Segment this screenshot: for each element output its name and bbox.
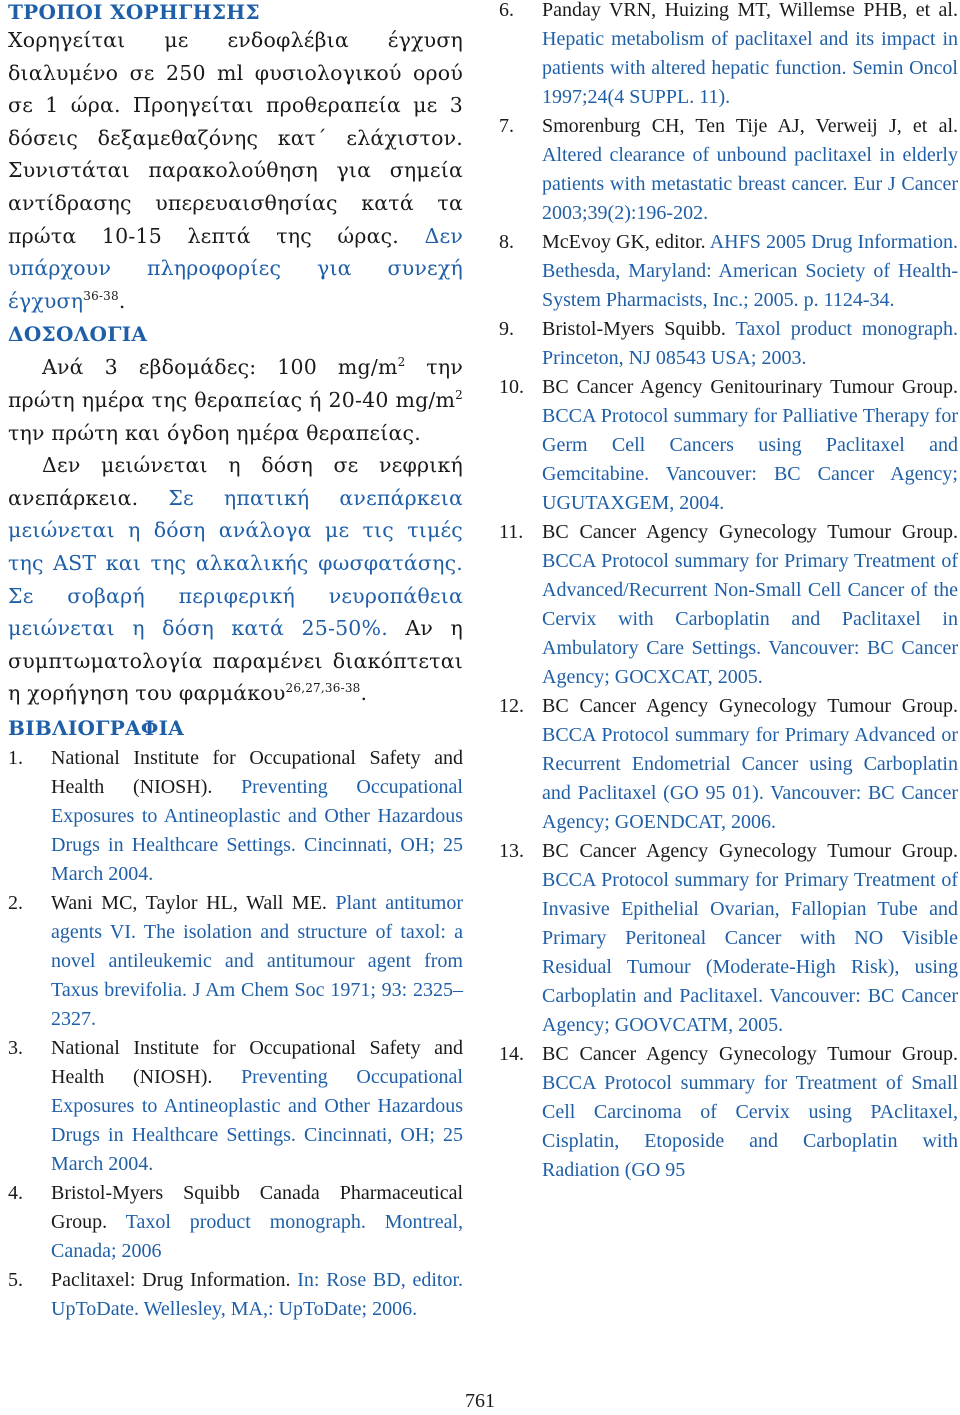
dosage-end: . [360,681,368,706]
reference-details: BCCA Protocol summary for Treatment of Small Cell Carcinoma of Cervix using PAclitaxel, Cisplatin, Etoposide and Carboplatin with Radiation (GO 95 [542,1072,958,1181]
reference-number: 3. [8,1036,23,1059]
reference-number: 8. [499,231,514,253]
reference-item [499,0,958,112]
reference-number: 5. [8,1268,23,1291]
reference-number: 7. [499,115,514,137]
reference-authors: BC Cancer Agency Gynecology Tumour Group. [542,1043,958,1065]
reference-item [499,373,958,518]
dosage-paragraph-2 [8,449,463,710]
administration-citation: 36-38 [83,288,119,303]
reference-authors: Paclitaxel: Drug Information. [51,1268,291,1291]
administration-text: Χορηγείται με ενδοφλέβια έγχυση διαλυμένο σε 250 ml φυσιολογικού ορού σε 1 ώρα. Προηγείται προθεραπεία με 3 δόσεις δεξαμεθαζόνης κατ΄ ελάχιστον. Συνιστάται παρακολούθηση για σημεία αντίδρασης υπερευαισθησίας κατά τα πρώτα 10-15 λεπτά της ώρας. [8,28,463,248]
reference-authors: Smorenburg CH, Ten Tije AJ, Verweij J, et al. [542,115,958,137]
reference-item [499,112,958,228]
dosage-text-1: Ανά 3 εβδομάδες: 100 mg/m [42,355,398,380]
reference-number: 12. [499,695,524,717]
reference-details: Preventing Occupational Exposures to Antineoplastic and Other Hazardous Drugs in Healthcare Settings. Cincinnati, OH; 25 March 2004. [51,1065,463,1175]
reference-details: BCCA Protocol summary for Primary Treatment of Advanced/Recurrent Non-Small Cell Cancer of the Cervix with Carboplatin and Paclitaxel in Ambulatory Care Settings. Vancouver: BC Cancer Agency; GOCXCAT, 2005. [542,550,958,688]
reference-item [499,837,958,1040]
page-number: 761 [465,1390,495,1412]
reference-number: 11. [499,521,524,543]
reference-number: 13. [499,840,524,862]
dosage-paragraph-1 [8,351,463,449]
dosage-text-3: την πρώτη και όγδοη ημέρα θεραπείας. [8,420,421,445]
administration-text-2: Δεν υπάρχουν πληροφορίες για συνεχή έγχυση [8,223,463,313]
reference-authors: Bristol-Myers Squibb Canada Pharmaceutical Group. [51,1181,463,1233]
reference-details: Taxol product monograph. Princeton, NJ 08543 USA; 2003. [542,318,958,369]
dosage-sup-2: 2 [455,388,463,403]
reference-details: Preventing Occupational Exposures to Antineoplastic and Other Hazardous Drugs in Healthcare Settings. Cincinnati, OH; 25 March 2004. [51,775,463,885]
reference-authors: BC Cancer Agency Gynecology Tumour Group. [542,695,958,717]
reference-details: Plant antitumor agents VI. The isolation and structure of taxol: a novel antileukemic and antitumour agent from Taxus brevifolia. J Am Chem Soc 1971; 93: 2325–2327. [51,891,463,1030]
reference-authors: Bristol-Myers Squibb. [542,318,726,340]
reference-details: AHFS 2005 Drug Information. Bethesda, Maryland: American Society of Health-System Pharmacists, Inc.; 2005. p. 1124-34. [542,231,958,311]
administration-paragraph [8,24,463,317]
reference-number: 14. [499,1043,524,1065]
dosage-text-7: Αν η συμπτωματολογία παραμένει διακόπτεται η χορήγηση του φαρμάκου [8,616,463,706]
reference-item [499,228,958,315]
reference-item [8,744,463,889]
heading-bibliography: ΒΙΒΛΙΟΓΡΑΦΙΑ [8,715,185,740]
reference-authors: BC Cancer Agency Genitourinary Tumour Group. [542,376,958,398]
reference-number: 4. [8,1181,23,1204]
reference-authors: National Institute for Occupational Safety and Health (NIOSH). [51,1036,463,1088]
reference-number: 10. [499,376,524,398]
reference-authors: National Institute for Occupational Safety and Health (NIOSH). [51,746,463,798]
reference-item [499,1040,958,1185]
reference-details: In: Rose BD, editor. UpToDate. Wellesley, MA,: UpToDate; 2006. [51,1268,463,1320]
reference-details: Hepatic metabolism of paclitaxel and its impact in patients with altered hepatic function. Semin Oncol 1997;24(4 SUPPL. 11). [542,28,958,108]
reference-item [499,692,958,837]
dosage-sup-1: 2 [397,355,406,370]
reference-item [8,1266,463,1324]
heading-administration: ΤΡΟΠΟΙ ΧΟΡΗΓΗΣΗΣ [8,0,260,24]
reference-details: BCCA Protocol summary for Palliative Therapy for Germ Cell Cancers using Paclitaxel and Gemcitabine. Vancouver: BC Cancer Agency; UGUTAXGEM, 2004. [542,405,958,514]
reference-number: 9. [499,318,514,340]
administration-end: . [118,288,126,313]
dosage-text-5: Σε ηπατική ανεπάρκεια μειώνεται η δόση ανάλογα με τις τιμές της AST και της αλκαλικής φωσφατάσης. [8,485,463,575]
right-column [499,0,958,1185]
reference-authors: Wani MC, Taylor HL, Wall ME. [51,891,327,914]
dosage-text-6: Σε σοβαρή περιφερική νευροπάθεια μειώνεται η δόση κατά 25-50%. [8,583,463,641]
dosage-citation: 26,27,36-38 [285,681,361,696]
reference-item [499,315,958,373]
reference-details: Altered clearance of unbound paclitaxel in elderly patients with metastatic breast cancer. Eur J Cancer 2003;39(2):196-202. [542,144,958,224]
reference-authors: BC Cancer Agency Gynecology Tumour Group. [542,840,958,862]
heading-dosage: ΔΟΣΟΛΟΓΙΑ [8,322,148,347]
reference-authors: BC Cancer Agency Gynecology Tumour Group. [542,521,958,543]
reference-authors: Panday VRN, Huizing MT, Willemse PHB, et al. [542,0,958,21]
reference-details: Taxol product monograph. Montreal, Canada; 2006 [51,1210,463,1262]
reference-number: 1. [8,746,23,769]
dosage-text-2: την πρώτη ημέρα της θεραπείας ή 20-40 mg/m [8,355,463,412]
dosage-text-4: Δεν μειώνεται η δόση σε νεφρική ανεπάρκεια. [8,453,463,510]
reference-list-right [499,0,958,1185]
reference-details: BCCA Protocol summary for Primary Advanced or Recurrent Endometrial Cancer using Carboplatin and Paclitaxel (GO 95 01). Vancouver: BC Cancer Agency; GOENDCAT, 2006. [542,724,958,833]
reference-authors: McEvoy GK, editor. [542,231,706,253]
reference-item [8,889,463,1034]
reference-item [8,1034,463,1179]
reference-number: 2. [8,891,23,914]
reference-list-left [8,744,463,1324]
left-column [8,0,463,1324]
reference-item [499,518,958,692]
reference-details: BCCA Protocol summary for Primary Treatment of Invasive Epithelial Ovarian, Fallopian Tube and Primary Peritoneal Cancer with NO Visible Residual Tumour (Moderate-High Risk), using Carboplatin and Paclitaxel. Vancouver: BC Cancer Agency; GOOVCATM, 2005. [542,869,958,1036]
reference-item [8,1179,463,1266]
reference-number: 6. [499,0,514,21]
